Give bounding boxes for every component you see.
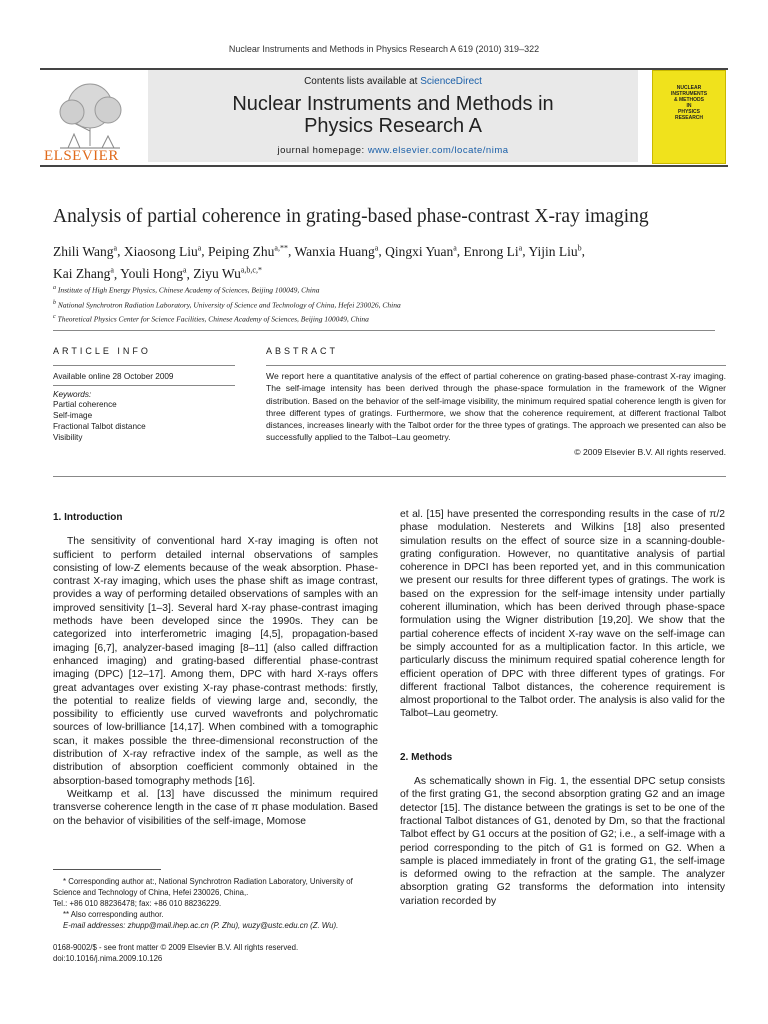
cover-title: NUCLEAR INSTRUMENTS & METHODS IN PHYSICS RESEARCH — [670, 85, 708, 121]
section-heading-introduction: 1. Introduction — [53, 512, 123, 523]
masthead-bottom-rule — [40, 165, 728, 167]
author[interactable]: Peiping Zhu$^{a,**}$ — [208, 243, 288, 259]
article-title: Analysis of partial coherence in grating-based phase-contrast X-ray imaging — [53, 206, 649, 227]
keyword: Partial coherence — [53, 400, 117, 409]
keyword: Visibility — [53, 433, 83, 442]
author[interactable]: Xiaosong Liu$^a$ — [123, 243, 202, 259]
running-head: Nuclear Instruments and Methods in Physics Research A 619 (2010) 319–322 — [228, 44, 540, 54]
footnote-rule — [53, 869, 161, 870]
keyword: Self-image — [53, 411, 93, 420]
homepage-link[interactable]: www.elsevier.com/locate/nima — [367, 145, 509, 156]
author[interactable]: Youli Hong$^a$ — [120, 265, 187, 281]
affiliations — [53, 282, 713, 326]
journal-title-line1: Nuclear Instruments and Methods in — [232, 93, 554, 115]
footnotes — [53, 876, 381, 931]
keywords-label: Keywords: — [53, 390, 92, 399]
body-column-right — [400, 508, 725, 908]
homepage-prefix: journal homepage: — [277, 145, 368, 156]
abstract-heading: ABSTRACT — [266, 346, 339, 356]
journal-title-line2: Physics Research A — [304, 115, 482, 137]
paragraph: The sensitivity of conventional hard X-ray imaging is often not sufficient to perform detailed internal observations of samples consisting of low-Z elements because of the weak absorption. Phase-contrast X-ray imaging, which uses the phase shift as image contrast, provides a way of performing detailed observations of samples with an improved sensitivity [1–3]. Several hard X-ray phase-contrast imaging methods have been developed since the 1990s. They can be categorized into interferometric imaging [4,5], propagation-based imaging [6,7], analyzer-based imaging [8–11] (also called diffraction enhanced imaging) and grating-based differential phase-contrast imaging (DPC) [12–17]. Among them, DPC with hard X-rays offers great advantages over existing X-ray phase-contrast methods: firstly, the potential to realize fields of viewing large and, secondly, the possibility to efficiently use curved wavefronts and polychromatic sources of low-brilliance [14,17]. When combined with a tomographic scan, it makes possible the three-dimensional reconstruction of the distribution of X-ray refractive index of the sample, as well as the distribution of absorption coefficient commonly obtained in the absorption-based tomography methods [16]. — [53, 536, 378, 787]
contents-prefix: Contents lists available at — [304, 76, 421, 87]
footnote: Tel.: +86 010 88236478; fax: +86 010 88236229. — [53, 899, 222, 908]
issn-line: 0168-9002/$ - see front matter © 2009 Elsevier B.V. All rights reserved. — [53, 943, 299, 952]
journal-info-block — [148, 70, 638, 162]
divider — [53, 476, 726, 477]
contents-line — [148, 76, 638, 87]
article-info-heading: ARTICLE INFO — [53, 346, 151, 356]
footnote: ** Also corresponding author. — [63, 910, 164, 919]
paragraph: Weitkamp et al. [13] have discussed the minimum required transverse coherence length in the case of π phase modulation. Based on the behavior of visibilities of the self-image, Momose — [53, 788, 378, 827]
author[interactable]: Ziyu $Wu^{a,b,c,*}$ — [193, 265, 262, 281]
journal-homepage — [148, 145, 638, 156]
author-line-1: Zhili Wang$^a$, Xiaosong Liu$^a$, Peiping Zhu$^{a,**}$, Wanxia Huang$^a$, Qingxi Yuan$^a$, Enrong Li$^a$, Yijin Liu$^b$, — [53, 243, 585, 259]
article-info-panel — [53, 365, 235, 443]
author[interactable]: Kai Zhang$^a$ — [53, 265, 114, 281]
footnote: * Corresponding author at:, National Synchrotron Radiation Laboratory, University of Science and Technology of China, Hefei 230026, China,. — [53, 877, 353, 897]
doi-line[interactable]: doi:10.1016/j.nima.2009.10.126 — [53, 954, 163, 963]
author[interactable]: Wanxia Huang$^a$ — [294, 243, 379, 259]
journal-cover-thumbnail[interactable] — [652, 70, 726, 164]
email-addresses[interactable]: E-mail addresses: zhupp@mail.ihep.ac.cn (P. Zhu), wuzy@ustc.edu.cn (Z. Wu). — [63, 921, 339, 930]
abstract-copyright: © 2009 Elsevier B.V. All rights reserved. — [574, 446, 726, 457]
abstract-text: We report here a quantitative analysis of the effect of partial coherence on grating-based phase-contrast X-ray imaging. The self-image intensity has been derived through the phase-space formulation in the framework of the Wigner distribution. Based on the behavior of the self-image visibility, the minimum required spatial coherence length is given for three different types of gratings. Furthermore, we show that the coherence requirement, at different fractional Talbot distances, increases linearly with the Talbot order for the three types of gratings. The approach we presented can also be successfully applied to the Talbot–Lau geometry. — [266, 371, 726, 443]
journal-masthead — [40, 68, 728, 166]
author-list — [53, 238, 733, 283]
publication-meta — [53, 942, 381, 964]
abstract-panel — [266, 365, 726, 457]
paragraph: et al. [15] have presented the corresponding results in the case of π/2 phase modulation. Nesterets and Wilkins [18] also presented simulation results on the effect of source size in a scanning-double-grating configuration. However, no quantitative analysis of partial coherence in DPCI has been reported yet, and in this communication we present our results for three different types of gratings. The work is based on the expression for the self-image intensity under partially coherent illumination, which has been derived through phase-space formulation using the Wigner distribution [19,20]. We show that the partial coherence effects of incident X-ray wave on the self-image can be simply accounted for as a multiplication factor. In this article, we particularly discuss the minimum required spatial coherence length for efficient operation of DPC with three different types of gratings. For different fractional Talbot distances, the coherence requirement is almost proportional to the Talbot order. The analysis is also valid for the Talbot–Lau geometry. — [400, 509, 725, 720]
keyword: Fractional Talbot distance — [53, 422, 146, 431]
available-online: Available online 28 October 2009 — [53, 372, 174, 381]
author[interactable]: Zhili Wang$^a$ — [53, 243, 118, 259]
affiliation: $^b$ National Synchrotron Radiation Laboratory, University of Science and Technology of China, Hefei 230026, China — [53, 299, 401, 309]
author[interactable]: Qingxi Yuan$^a$ — [385, 243, 457, 259]
publisher-name: ELSEVIER — [44, 148, 119, 164]
section-heading-methods: 2. Methods — [400, 751, 453, 763]
journal-title — [148, 93, 638, 137]
paragraph: As schematically shown in Fig. 1, the essential DPC setup consists of the first grating G1, the second absorption grating G2 and an image detector [15]. The distance between the gratings is set to be one of the fractional Talbot distances of G1, denoted by Dm, so that the fractional Talbot effect by G1 occurs at the position of G2; i.e., a self-image with a period corresponding to the pitch of G1 is formed on G2. When a sample is placed immediately in front of the grating G1, the self-image is deformed owing to the refraction at the sample. The analyzer absorption grating G2 transforms the deformation into intensity variation recorded by — [400, 776, 725, 907]
author-line-2: Kai Zhang$^a$, Youli Hong$^a$, Ziyu $Wu^{a,b,c,*}$ — [53, 265, 262, 281]
author[interactable]: Enrong Li$^a$ — [463, 243, 523, 259]
body-column-left — [53, 508, 378, 828]
sciencedirect-link[interactable]: ScienceDirect — [420, 76, 482, 87]
author[interactable]: Yijin Liu$^b$ — [528, 243, 582, 259]
keywords-block — [53, 385, 235, 443]
affiliation: $^a$ Institute of High Energy Physics, Chinese Academy of Sciences, Beijing 100049, China — [53, 285, 320, 295]
affiliation: $^c$ Theoretical Physics Center for Science Facilities, Chinese Academy of Sciences, Beijing 100049, China — [53, 314, 369, 324]
divider — [53, 330, 715, 331]
